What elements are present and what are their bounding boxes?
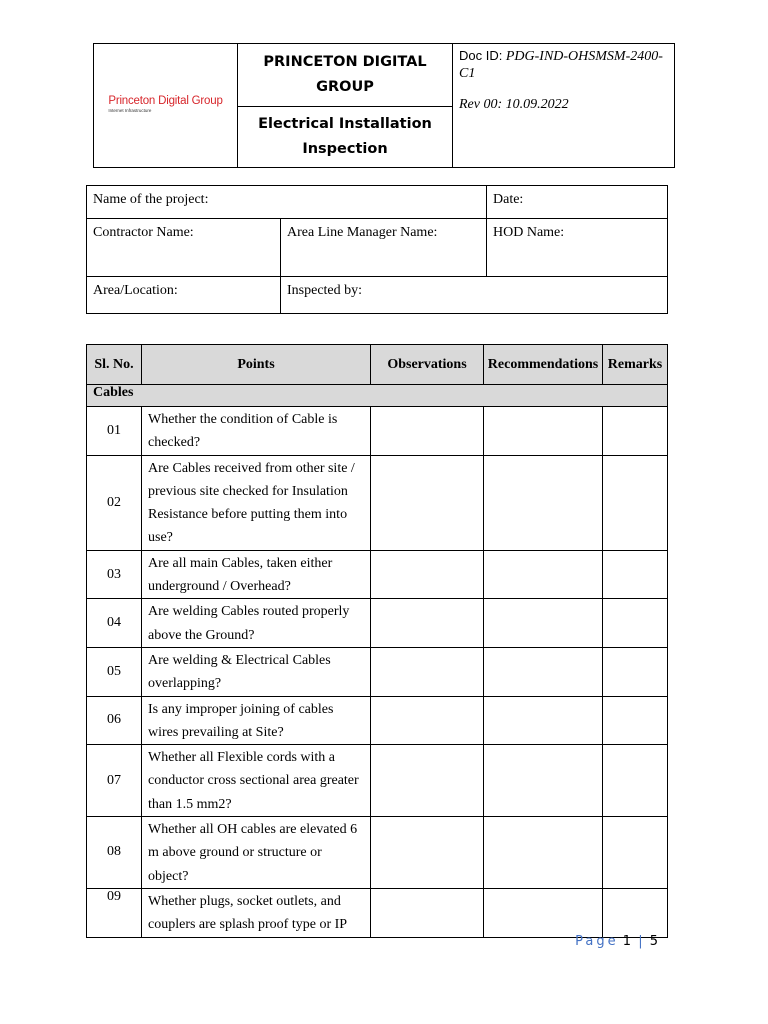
row-point: Whether all OH cables are elevated 6 m above ground or structure or object? [142, 817, 371, 889]
recommendation-cell[interactable] [484, 745, 603, 817]
observation-cell[interactable] [371, 407, 484, 456]
document-title: Electrical Installation Inspection [238, 106, 453, 168]
observation-cell[interactable] [371, 888, 484, 937]
table-row [87, 888, 668, 937]
contractor-name-field[interactable]: Contractor Name: [87, 219, 281, 277]
recommendation-cell[interactable] [484, 696, 603, 745]
row-point: Are all main Cables, taken either underground / Overhead? [142, 550, 371, 599]
doc-id [459, 47, 668, 82]
table-row [87, 550, 668, 599]
observation-cell[interactable] [371, 817, 484, 889]
table-row [87, 647, 668, 696]
document-header [93, 43, 675, 168]
project-name-field[interactable]: Name of the project: [87, 186, 487, 219]
row-number: 03 [87, 550, 142, 599]
logo-cell [94, 44, 238, 168]
row-point: Whether plugs, socket outlets, and couplers are splash proof type or IP [142, 888, 371, 937]
total-pages: 5 [649, 934, 658, 949]
row-point: Whether all Flexible cords with a conductor cross sectional area greater than 1.5 mm2? [142, 745, 371, 817]
location-field[interactable]: Area/Location: [87, 277, 281, 314]
observation-cell[interactable] [371, 647, 484, 696]
row-number: 04 [87, 599, 142, 648]
col-header-observations: Observations [371, 345, 484, 385]
company-logo [108, 95, 222, 113]
row-number: 01 [87, 407, 142, 456]
row-point: Are welding & Electrical Cables overlapping? [142, 647, 371, 696]
row-number: 09 [87, 888, 142, 937]
observation-cell[interactable] [371, 599, 484, 648]
row-number: 02 [87, 455, 142, 550]
observation-cell[interactable] [371, 696, 484, 745]
recommendation-cell[interactable] [484, 647, 603, 696]
table-row [87, 599, 668, 648]
revision: Rev 00: 10.09.2022 [459, 97, 569, 112]
page-label: Page [575, 934, 619, 949]
col-header-sl-no: Sl. No. [87, 345, 142, 385]
recommendation-cell[interactable] [484, 599, 603, 648]
project-info-table [86, 185, 668, 314]
table-row [87, 407, 668, 456]
table-row [87, 817, 668, 889]
row-number: 08 [87, 817, 142, 889]
remarks-cell[interactable] [603, 455, 668, 550]
row-point: Are welding Cables routed properly above the Ground? [142, 599, 371, 648]
row-point: Whether the condition of Cable is checked? [142, 407, 371, 456]
logo-name: Princeton Digital Group [108, 94, 223, 107]
remarks-cell[interactable] [603, 888, 668, 937]
recommendation-cell[interactable] [484, 407, 603, 456]
page-separator: | [638, 934, 643, 949]
inspection-checklist [86, 344, 668, 938]
doc-info [453, 44, 675, 168]
organization-name: PRINCETON DIGITAL GROUP [238, 44, 453, 107]
remarks-cell[interactable] [603, 550, 668, 599]
row-point: Is any improper joining of cables wires prevailing at Site? [142, 696, 371, 745]
doc-id-value: PDG-IND-OHSMSM-2400-C1 [459, 49, 663, 81]
row-number: 06 [87, 696, 142, 745]
col-header-points: Points [142, 345, 371, 385]
recommendation-cell[interactable] [484, 817, 603, 889]
inspected-by-field[interactable]: Inspected by: [281, 277, 668, 314]
recommendation-cell[interactable] [484, 550, 603, 599]
observation-cell[interactable] [371, 455, 484, 550]
row-number: 05 [87, 647, 142, 696]
date-field[interactable]: Date: [487, 186, 668, 219]
recommendation-cell[interactable] [484, 455, 603, 550]
hod-name-field[interactable]: HOD Name: [487, 219, 668, 277]
current-page: 1 [622, 934, 632, 949]
row-number: 07 [87, 745, 142, 817]
table-row [87, 455, 668, 550]
col-header-remarks: Remarks [603, 345, 668, 385]
doc-id-label: Doc ID: [459, 48, 503, 63]
table-row [87, 745, 668, 817]
page-footer [575, 934, 658, 949]
observation-cell[interactable] [371, 550, 484, 599]
area-manager-field[interactable]: Area Line Manager Name: [281, 219, 487, 277]
remarks-cell[interactable] [603, 647, 668, 696]
remarks-cell[interactable] [603, 696, 668, 745]
table-row [87, 696, 668, 745]
logo-tagline: Internet Infrastructure [108, 107, 152, 113]
remarks-cell[interactable] [603, 407, 668, 456]
remarks-cell[interactable] [603, 817, 668, 889]
remarks-cell[interactable] [603, 599, 668, 648]
col-header-recommendations: Recommendations [484, 345, 603, 385]
remarks-cell[interactable] [603, 745, 668, 817]
recommendation-cell[interactable] [484, 888, 603, 937]
section-cables: Cables [87, 385, 668, 407]
row-point: Are Cables received from other site / previous site checked for Insulation Resistance before putting them into use? [142, 455, 371, 550]
observation-cell[interactable] [371, 745, 484, 817]
